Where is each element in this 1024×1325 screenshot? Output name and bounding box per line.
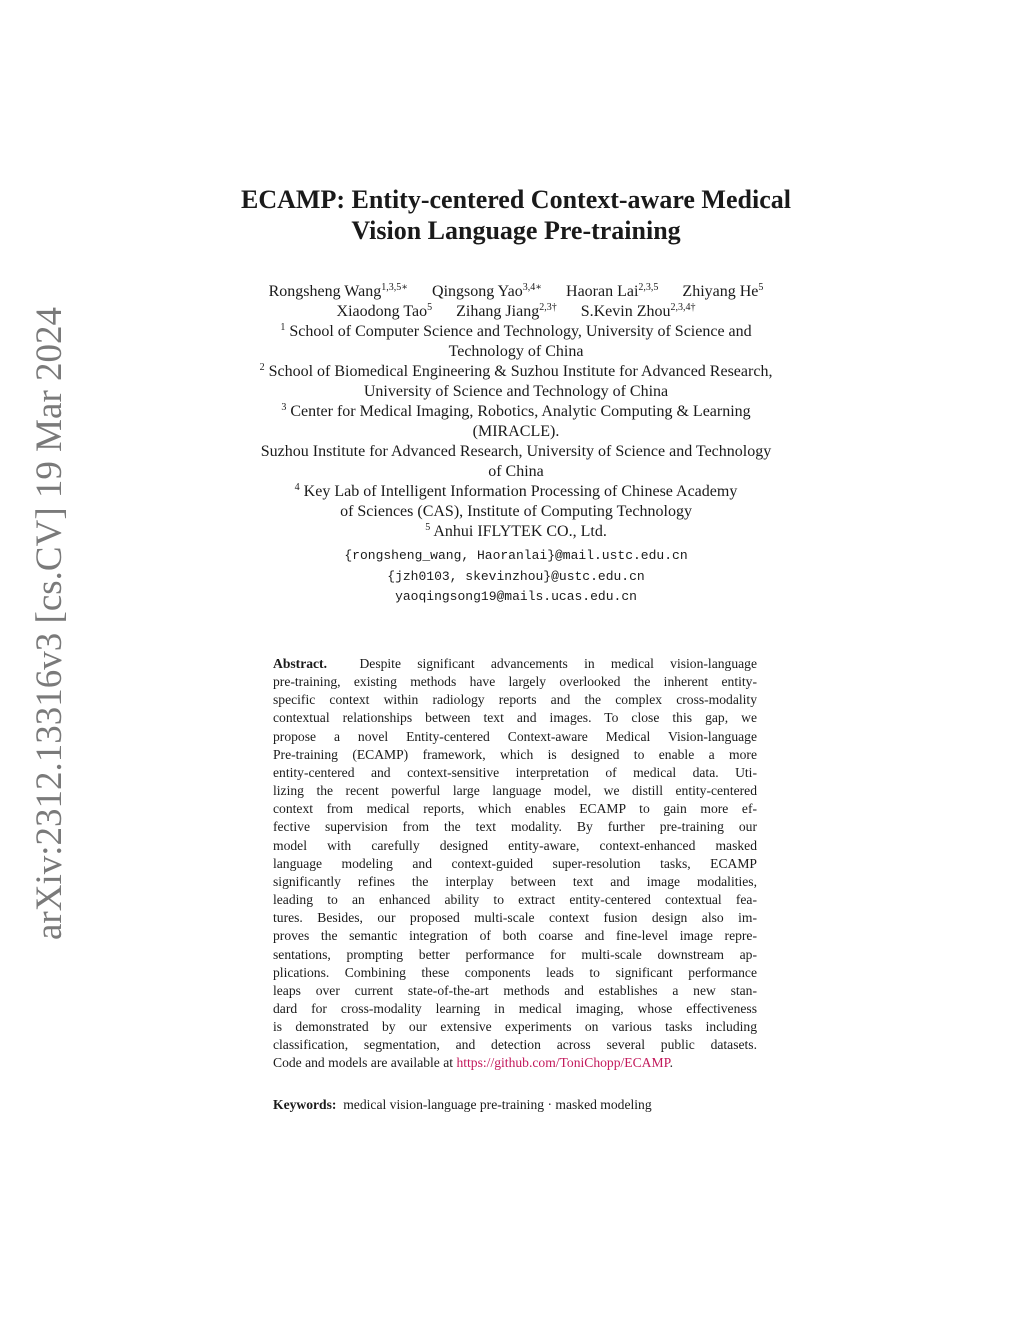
author: Zhiyang He$^5$ <box>682 282 764 300</box>
author: Rongsheng Wang$^{1,3,5∗}$ <box>268 282 409 300</box>
affiliation-1: $^1$ School of Computer Science and Technology, University of Science and <box>280 322 752 340</box>
affiliation-5: $^5$ Anhui IFLYTEK CO., Ltd. <box>425 522 607 540</box>
code-repo-link[interactable]: https://github.com/ToniChopp/ECAMP <box>456 1055 670 1071</box>
abstract-line: proves the semantic integration of both coarse and fine-level image repre- <box>273 928 757 944</box>
author: Zihang Jiang$^{2,3\dagger}$ <box>456 302 557 320</box>
abstract-label: Abstract. <box>273 656 327 671</box>
email-line[interactable]: {rongsheng_wang, Haoranlai}@mail.ustc.edu.cn <box>344 548 688 563</box>
abstract-line: contextual relationships between text and images. To close this gap, we <box>273 710 757 726</box>
arxiv-side-stamp: arXiv:2312.13316v3 [cs.CV] 19 Mar 2024 <box>29 306 70 940</box>
abstract-line: fective supervision from the text modality. By further pre-training our <box>273 819 757 835</box>
abstract-line: dard for cross-modality learning in medical imaging, whose effectiveness <box>273 1000 757 1016</box>
abstract <box>273 655 757 1073</box>
affiliations <box>160 322 872 542</box>
keywords-label: Keywords: <box>273 1097 337 1112</box>
email-line[interactable]: yaoqingsong19@mails.ucas.edu.cn <box>395 589 637 604</box>
affiliation-3-cont: (MIRACLE). <box>472 423 560 440</box>
abstract-line: significantly refines the interplay between text and image modalities, <box>273 873 757 889</box>
keywords <box>273 1096 757 1114</box>
author-emails <box>160 546 872 608</box>
abstract-line: leaps over current state-of-the-art methods and establishes a new stan- <box>273 982 757 998</box>
title-line-2: Vision Language Pre-training <box>351 216 681 245</box>
affiliation-4: $^4$ Key Lab of Intelligent Information Processing of Chinese Academy <box>294 482 738 500</box>
abstract-line: model with carefully designed entity-aware, context-enhanced masked <box>273 837 757 853</box>
keywords-text: medical vision-language pre-training · masked modeling <box>343 1097 652 1112</box>
abstract-line: tures. Besides, our proposed multi-scale context fusion design also im- <box>273 910 757 926</box>
author: Qingsong Yao$^{3,4∗}$ <box>432 282 543 300</box>
title-line-1: ECAMP: Entity-centered Context-aware Medical <box>241 185 791 214</box>
abstract-line: propose a novel Entity-centered Context-aware Medical Vision-language <box>273 728 757 744</box>
abstract-line: language modeling and context-guided super-resolution tasks, ECAMP <box>273 855 757 871</box>
abstract-line: sentations, prompting better performance for multi-scale downstream ap- <box>273 946 757 962</box>
affiliation-3-cont: of China <box>488 463 544 480</box>
abstract-code-line: Code and models are available at https://github.com/ToniChopp/ECAMP. <box>273 1055 674 1071</box>
abstract-line: is demonstrated by our extensive experiments on various tasks including <box>273 1019 757 1035</box>
affiliation-4-cont: of Sciences (CAS), Institute of Computing Technology <box>340 503 692 520</box>
abstract-line: Abstract. Despite significant advancements in medical vision-language <box>273 656 757 671</box>
abstract-line: entity-centered and context-sensitive interpretation of medical data. Uti- <box>273 764 757 780</box>
front-matter <box>160 282 872 608</box>
affiliation-2-cont: University of Science and Technology of China <box>363 383 669 400</box>
abstract-line: specific context within radiology reports and the complex cross-modality <box>273 692 757 708</box>
affiliation-3-cont: Suzhou Institute for Advanced Research, University of Science and Technology <box>260 443 772 460</box>
author: Xiaodong Tao$^5$ <box>336 302 433 320</box>
author-list <box>160 282 872 322</box>
author: Haoran Lai$^{2,3,5}$ <box>566 282 659 300</box>
author-row-1 <box>160 282 872 302</box>
author-row-2 <box>160 302 872 322</box>
abstract-line: leading to an enhanced ability to extract entity-centered contextual fea- <box>273 892 757 908</box>
abstract-line: context from medical reports, which enables ECAMP to gain more ef- <box>273 801 757 817</box>
paper-title <box>160 184 872 246</box>
abstract-line: lizing the recent powerful large language model, we distill entity-centered <box>273 783 757 799</box>
abstract-line: Pre-training (ECAMP) framework, which is designed to enable a more <box>273 746 757 762</box>
affiliation-3: $^3$ Center for Medical Imaging, Robotics, Analytic Computing & Learning <box>281 402 751 420</box>
abstract-line: pre-training, existing methods have largely overlooked the inherent entity- <box>273 674 757 690</box>
abstract-line: plications. Combining these components leads to significant performance <box>273 964 757 980</box>
email-line[interactable]: {jzh0103, skevinzhou}@ustc.edu.cn <box>387 568 645 584</box>
author: S.Kevin Zhou$^{2,3,4\dagger}$ <box>580 302 696 320</box>
affiliation-2: $^2$ School of Biomedical Engineering & Suzhou Institute for Advanced Research, <box>259 362 773 380</box>
abstract-line: classification, segmentation, and detection across several public datasets. <box>273 1037 757 1053</box>
affiliation-1-cont: Technology of China <box>448 343 584 360</box>
